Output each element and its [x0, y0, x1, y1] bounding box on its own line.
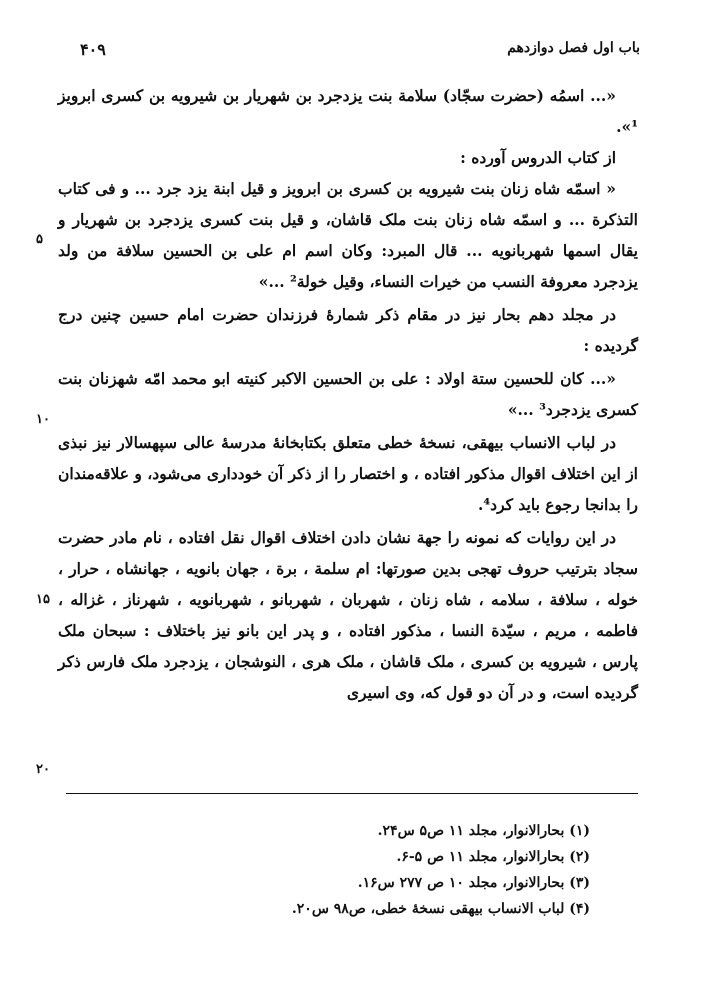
- footnote-3: (۳) بحارالانوار، مجلد ۱۰ ص ۲۷۷ س۱۶.: [357, 875, 590, 891]
- paragraph-names: در این روایات که نمونه را جهة نشان دادن اختلاف اقوال نقل افتاده ، نام مادر حضرت سجاد بترتیب حروف تهجی بدین صورتها: ام سلمة ، برة ، جهان بانویه ، جهانشاه ، حرار ، خوله ، سلافة ، سلامه ، شاه زنان ، شهربان ، شهربانو ، شهربانویه ، شهرناز ، غزاله ، فاطمه ، مریم ، سیّدة النسا ، مذکور افتاده ، و پدر این بانو نیز باختلاف : سبحان ملک پارس ، شیرویه بن کسری ، ملک قاشان ، ملک هری ، النوشجان ، یزدجرد ملک فارس ذکر گردیده است، و در آن دو قول که، وی اسیری: [58, 528, 638, 702]
- paragraph-quote-3: «... کان للحسین ستة اولاد : علی بن الحسین الاکبر کنیته ابو محمد امّه شهزنان بنت کسری یزدجرد³ ...»: [58, 369, 638, 419]
- margin-line-number-10: ۱۰: [36, 412, 50, 427]
- paragraph-bihar: در مجلد دهم بحار نیز در مقام ذکر شمارهٔ فرزندان حضرت امام حسین چنین درج گردیده :: [58, 305, 638, 355]
- paragraph-lubab: در لباب الانساب بیهقی، نسخهٔ خطی متعلق بکتابخانهٔ مدرسهٔ عالی سپهسالار نیز نبذی از این اختلاف اقوال مذکور افتاده ، و اختصار را از ذکر آن خودداری می‌شود، و علاقه‌مندان را بدانجا رجوع باید کرد⁴.: [58, 433, 638, 514]
- paragraph-quote-2: « اسمّه شاه زنان بنت شیرویه بن کسری بن ابرویز و قیل ابنة یزد جرد ... و فی کتاب التذکرة ... و اسمّه شاه زنان بنت ملک قاشان، و قیل بنت کسری یزدجرد بن شهریار و یقال اسمها شهربانویه ... قال المبرد: وکان اسم ام علی بن الحسین سلافة من ولد یزدجرد معروفة النسب من خیرات النساء، وقیل خولة² ...»: [58, 179, 638, 291]
- margin-line-number-20: ۲۰: [36, 762, 50, 777]
- footnote-divider: [66, 793, 638, 794]
- margin-line-number-15: ۱۵: [36, 592, 50, 607]
- footnote-4: (۴) لباب الانساب بیهقی نسخهٔ خطی، ص۹۸ س۲۰.: [291, 901, 590, 917]
- footnotes: [150, 818, 590, 922]
- footnote-2: (۲) بحارالانوار، مجلد ۱۱ ص ۵-۶.: [396, 849, 590, 865]
- footnote-1: (۱) بحارالانوار، مجلد ۱۱ ص۵ س۲۴.: [377, 823, 590, 839]
- margin-line-number-5: ۵: [36, 232, 43, 247]
- paragraph-quote-1: «... اسمُه (حضرت سجّاد) سلامة بنت یزدجرد بن شهریار بن شیرویه بن کسری ابرویز ¹».: [58, 86, 638, 136]
- page-number: ۴۰۹: [80, 40, 106, 59]
- chapter-heading: باب اول فصل دوازدهم: [507, 40, 640, 56]
- main-text: [58, 80, 638, 708]
- paragraph-source-dorus: از کتاب الدروس آورده :: [460, 148, 616, 167]
